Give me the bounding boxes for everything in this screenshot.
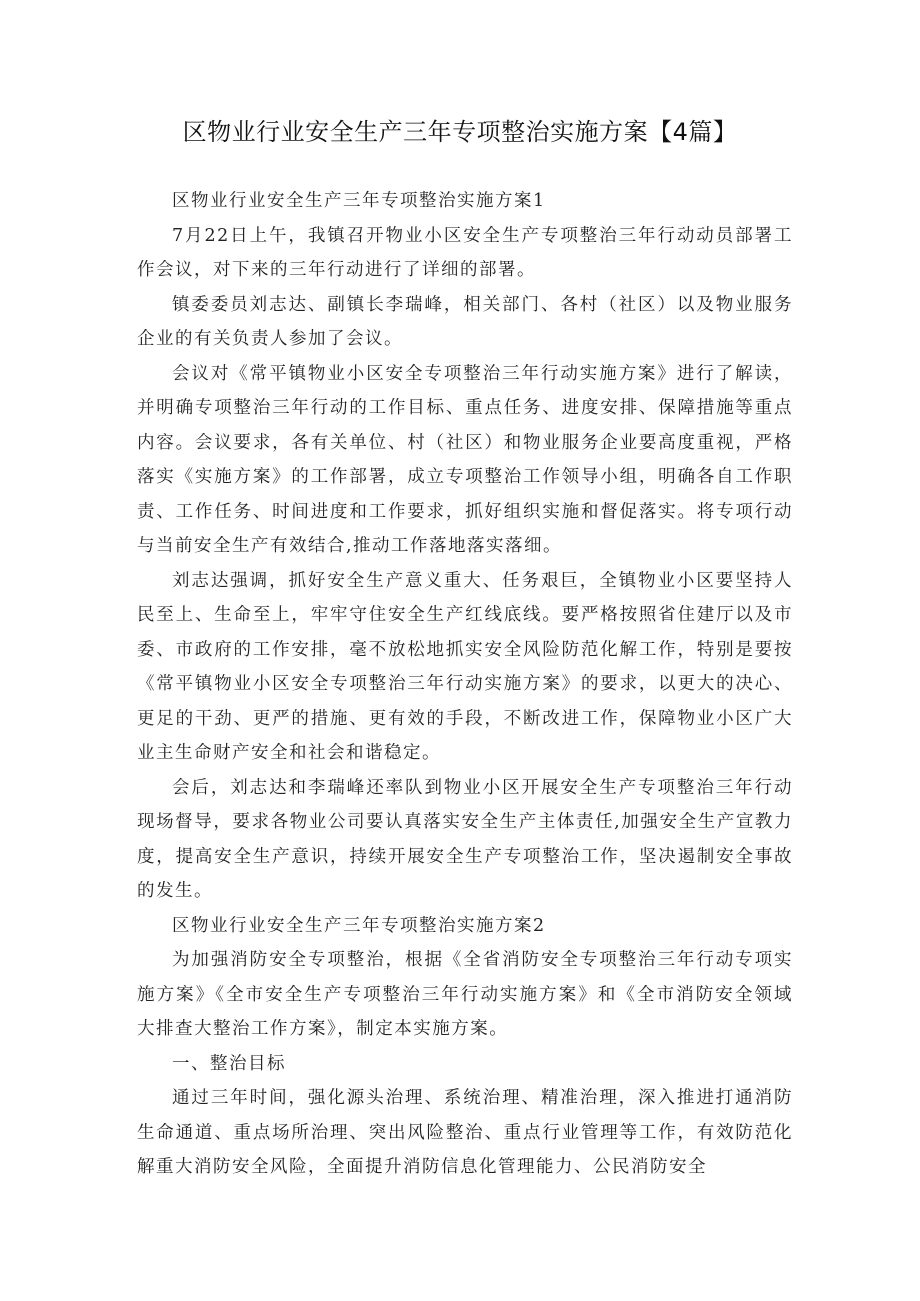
paragraph: 镇委委员刘志达、副镇长李瑞峰，相关部门、各村（社区）以及物业服务企业的有关负责人参加了会议。 bbox=[137, 294, 793, 349]
section-heading-2: 区物业行业安全生产三年专项整治实施方案2 bbox=[172, 915, 546, 936]
document-title: 区物业行业安全生产三年专项整治实施方案【4篇】 bbox=[182, 118, 738, 146]
paragraph: 7月22日上午，我镇召开物业小区安全生产专项整治三年行动动员部署工作会议，对下来的三年行动进行了详细的部署。 bbox=[137, 225, 793, 280]
subsection-heading: 一、整治目标 bbox=[172, 1053, 286, 1074]
paragraph: 会议对《常平镇物业小区安全专项整治三年行动实施方案》进行了解读，并明确专项整治三年行动的工作目标、重点任务、进度安排、保障措施等重点内容。会议要求，各有关单位、村（社区）和物业服务企业要高度重视，严格落实《实施方案》的工作部署，成立专项整治工作领导小组，明确各自工作职责、工作任务、时间进度和工作要求，抓好组织实施和督促落实。将专项行动与当前安全生产有效结合,推动工作落地落实落细。 bbox=[137, 363, 793, 556]
paragraph: 通过三年时间，强化源头治理、系统治理、精准治理，深入推进打通消防生命通道、重点场所治理、突出风险整治、重点行业管理等工作，有效防范化解重大消防安全风险，全面提升消防信息化管理能力、公民消防安全 bbox=[137, 1088, 793, 1177]
paragraph: 刘志达强调，抓好安全生产意义重大、任务艰巨，全镇物业小区要坚持人民至上、生命至上，牢牢守住安全生产红线底线。要严格按照省住建厅以及市委、市政府的工作安排，毫不放松地抓实安全风险防范化解工作，特别是要按《常平镇物业小区安全专项整治三年行动实施方案》的要求，以更大的决心、更足的干劲、更严的措施、更有效的手段，不断改进工作，保障物业小区广大业主生命财产安全和社会和谐稳定。 bbox=[137, 570, 793, 763]
document-body bbox=[137, 184, 793, 1185]
section-heading-1: 区物业行业安全生产三年专项整治实施方案1 bbox=[172, 191, 546, 211]
paragraph: 会后，刘志达和李瑞峰还率队到物业小区开展安全生产专项整治三年行动现场督导，要求各物业公司要认真落实安全生产主体责任,加强安全生产宣教力度，提高安全生产意识，持续开展安全生产专项整治工作，坚决遏制安全事故的发生。 bbox=[137, 777, 793, 901]
paragraph: 为加强消防安全专项整治，根据《全省消防安全专项整治三年行动专项实施方案》《全市安全生产专项整治三年行动实施方案》和《全市消防安全领域大排查大整治工作方案》，制定本实施方案。 bbox=[137, 950, 793, 1039]
